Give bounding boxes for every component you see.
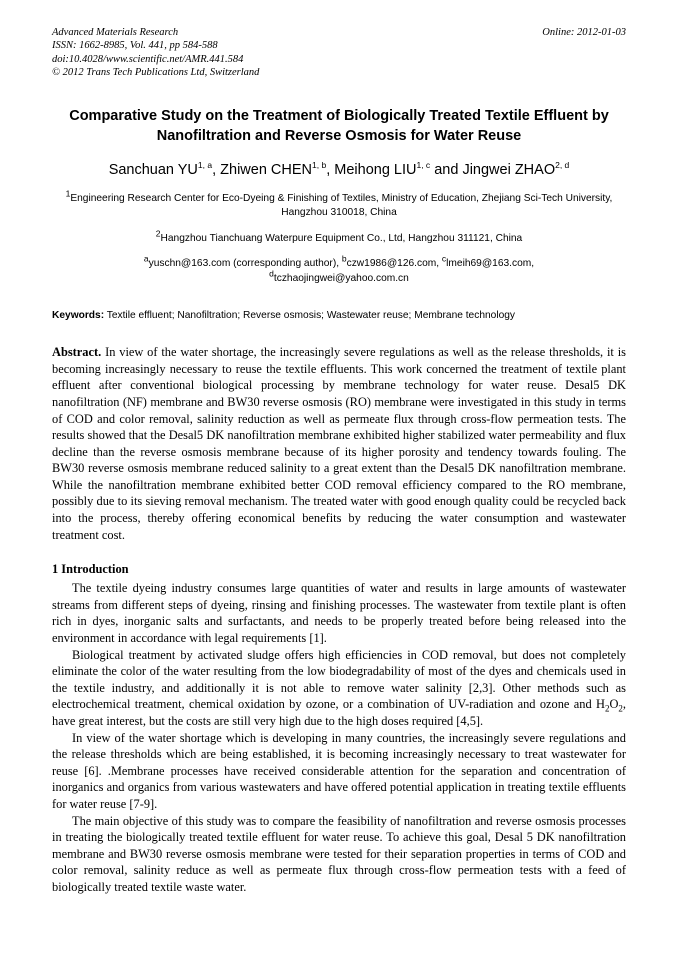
page-title: Comparative Study on the Treatment of Biologically Treated Textile Effluent by Nanofiltration and Reverse Osmosis for Water Reuse	[69, 107, 609, 144]
author-3-sup: 1, c	[416, 159, 431, 170]
keywords-block	[52, 308, 626, 324]
copyright-line: © 2012 Trans Tech Publications Ltd, Switzerland	[52, 67, 260, 79]
email-c: lmeih69@163.com,	[446, 258, 535, 270]
affiliation-1	[52, 188, 626, 221]
affiliation-2-sup: 2	[155, 228, 161, 239]
affiliation-1-text: Engineering Research Center for Eco-Dyeing & Finishing of Textiles, Ministry of Education, Zhejiang Sci-Tech University, Hangzhou 310018, China	[70, 192, 613, 219]
abstract-text: In view of the water shortage, the increasingly severe regulations as well as the release thresholds, it is becoming increasingly necessary to reuse the textile effluents. This work concerned the treatment of textile plant effluent after conventional biological processing by membrane technology for water reuse. Desal5 DK nanofiltration (NF) membrane and BW30 reverse osmosis (RO) membrane were investigated in this study in terms of COD and color removal, salinity reduction as well as permeate flux through cross-flow permeation tests. The results showed that the Desal5 DK nanofiltration membrane exhibited higher stabilized water permeability and flux decline than the reverse osmosis membrane because of its higher porosity and tendency towards fouling. The BW30 reverse osmosis membrane reduced salinity to a great extent than the Desal5 DK nanofiltration membrane. While the nanofiltration membrane exhibited better COD removal efficiency compared to the RO membrane, possibly due to its sieving removal mechanism. The treated water with good enough quality could be recycled back into the process, thereby offering economical benefits by reducing the water consumption and wastewater treatment cost.	[52, 345, 626, 542]
author-1-name: Sanchuan YU	[108, 161, 198, 178]
h2o2-sub-2: 2	[618, 703, 623, 714]
intro-paragraph-4: The main objective of this study was to compare the feasibility of nanofiltration and reverse osmosis processes in treating the biologically treated textile effluent for water reuse. To achieve this goal, Desal 5 DK nanofiltration membrane and BW30 reverse osmosis membrane were tested for their separation properties in terms of COD and color removal, salinity reduce as well as permeate flux through cross-flow permeation tests with a feed of biologically treated textile waste water.	[52, 813, 626, 894]
affiliation-2-text: Hangzhou Tianchuang Waterpure Equipment Co., Ltd, Hangzhou 311121, China	[160, 232, 523, 244]
intro-paragraph-2	[52, 647, 626, 730]
intro-paragraph-3: In view of the water shortage which is developing in many countries, the increasingly severe regulations and the release thresholds which are being established, it is becoming increasingly necessary to treat wastewater for reuse [6]. .Membrane processes have received considerable attention for the separation and concentration of inorganics and organics from various wastewaters and have offered potential application in treating textile effluents for water reuse [7-9].	[52, 730, 626, 811]
author-2-sup: 1, b	[312, 159, 327, 170]
email-a: yuschn@163.com (corresponding author),	[148, 258, 342, 270]
email-b: czw1986@126.com,	[346, 258, 442, 270]
intro-paragraph-2-part-b: O	[609, 697, 619, 712]
email-d-sup: d	[269, 268, 274, 279]
intro-paragraph-2-part-a: Biological treatment by activated sludge offers high efficiencies in COD removal, but does not completely eliminate the color of the water resulting from the low biodegradability of most of the dyes and chemicals used in the textile industry, and additionally it is not able to remove water salinity [2,3]. Other methods such as electrochemical treatment, chemical oxidation by ozone, or a combination of UV-radiation and ozone and H	[52, 647, 626, 712]
author-emails	[52, 253, 626, 286]
author-sep-2: ,	[326, 161, 335, 178]
author-2-name: Zhiwen CHEN	[220, 161, 313, 178]
doi-line: doi:10.4028/www.scientific.net/AMR.441.584	[52, 53, 244, 65]
intro-paragraph-2-part-c: , have great interest, but the costs are still very high due to the high doses required [4,5].	[52, 697, 626, 728]
abstract-label: Abstract.	[52, 345, 102, 360]
journal-name: Advanced Materials Research	[52, 27, 179, 38]
online-date: Online: 2012-01-03	[542, 27, 626, 38]
author-3-name: Meihong LIU	[334, 161, 417, 178]
affiliation-2	[52, 228, 626, 247]
author-4-name: Jingwei ZHAO	[462, 161, 556, 178]
author-list	[52, 160, 626, 180]
abstract-block	[52, 344, 626, 543]
section-heading-introduction: 1 Introduction	[52, 562, 129, 577]
issn-line: ISSN: 1662-8985, Vol. 441, pp 584-588	[52, 40, 218, 52]
h2o2-sub-1: 2	[604, 703, 610, 714]
keywords-label: Keywords:	[52, 310, 105, 322]
header-left-block	[52, 26, 259, 80]
email-d: tczhaojingwei@yahoo.com.cn	[273, 272, 409, 284]
author-4-sup: 2, d	[555, 159, 570, 170]
email-a-sup: a	[143, 253, 149, 264]
email-b-sup: b	[341, 253, 347, 264]
author-sep-1: ,	[212, 161, 221, 178]
intro-paragraph-1: The textile dyeing industry consumes large quantities of water and results in large amounts of wastewater streams from different steps of dyeing, rinsing and finishing processes. The wastewater from textile plant is often rich in dyes, inorganic salts and surfactants, and needs to be properly treated before being released into the environment in accordance with legal requirements [1].	[52, 581, 626, 646]
page-header	[52, 26, 626, 80]
author-sep-3: and	[430, 161, 463, 178]
author-1-sup: 1, a	[197, 159, 213, 170]
affiliation-1-sup: 1	[65, 188, 71, 199]
email-c-sup: c	[441, 253, 447, 264]
keywords-value: Textile effluent; Nanofiltration; Reverse osmosis; Wastewater reuse; Membrane technology	[106, 310, 516, 322]
